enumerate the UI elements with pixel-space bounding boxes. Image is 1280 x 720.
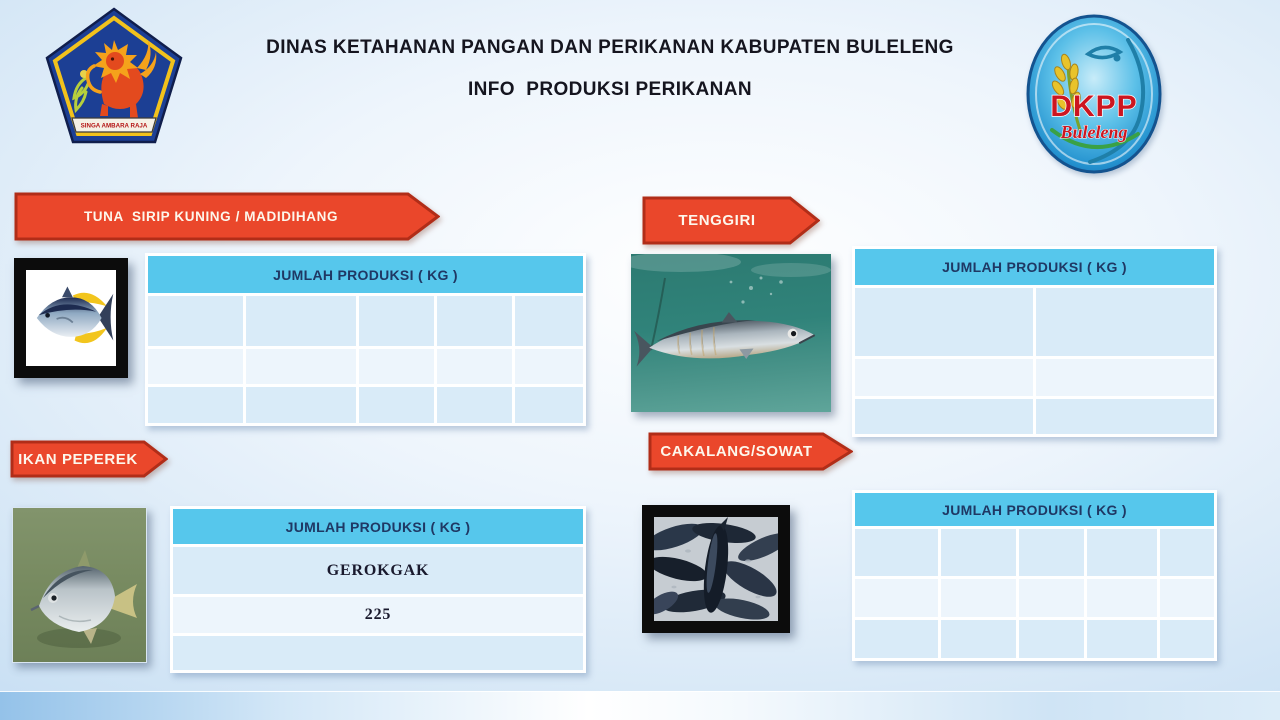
table-cell	[1160, 620, 1214, 658]
peperek-photo	[12, 507, 147, 663]
table-cell	[437, 387, 512, 423]
table-cell	[941, 620, 1016, 658]
table-cell	[246, 387, 356, 423]
dkpp-region-text: Buleleng	[1060, 122, 1128, 142]
table-cell	[359, 296, 434, 346]
table-cell	[246, 296, 356, 346]
table-cell	[1087, 620, 1157, 658]
table-cell	[359, 349, 434, 384]
banner-tuna	[14, 192, 440, 241]
table-cell	[148, 387, 243, 423]
page-title: DINAS KETAHANAN PANGAN DAN PERIKANAN KABUPATEN BULELENG	[266, 37, 954, 58]
tuna-table	[145, 253, 586, 426]
table-cell	[515, 296, 583, 346]
peperek-table	[170, 506, 586, 673]
banner-tuna-label: TUNA SIRIP KUNING / MADIDIHANG	[83, 209, 339, 224]
banner-cakalang-label: CAKALANG/SOWAT	[660, 443, 813, 460]
table-cell: GEROKGAK	[173, 547, 583, 594]
bottom-band	[0, 691, 1280, 720]
table-cell	[855, 359, 1033, 396]
banner-tenggiri	[642, 196, 820, 245]
tuna-table-grid	[148, 296, 583, 423]
table-cell	[437, 349, 512, 384]
tuna-table-header: JUMLAH PRODUKSI ( KG )	[148, 256, 583, 293]
table-cell	[855, 579, 938, 617]
dkpp-acronym-text: DKPP	[1050, 90, 1138, 123]
table-cell	[855, 620, 938, 658]
table-cell	[855, 529, 938, 576]
table-cell	[437, 296, 512, 346]
tenggiri-table	[852, 246, 1217, 437]
peperek-table-grid	[173, 547, 583, 670]
table-cell	[148, 349, 243, 384]
table-cell	[1019, 620, 1084, 658]
table-cell	[1087, 529, 1157, 576]
buleleng-emblem-icon	[42, 6, 186, 156]
table-cell	[1036, 359, 1214, 396]
table-cell	[246, 349, 356, 384]
emblem-banner-text: SINGA AMBARA RAJA	[80, 122, 148, 130]
cakalang-photo	[642, 505, 790, 633]
table-cell	[515, 349, 583, 384]
table-cell	[173, 636, 583, 670]
tenggiri-photo	[631, 254, 831, 412]
table-cell	[148, 296, 243, 346]
dkpp-logo-icon	[1024, 12, 1164, 176]
tenggiri-table-header: JUMLAH PRODUKSI ( KG )	[855, 249, 1214, 285]
cakalang-table-grid	[855, 529, 1214, 658]
cakalang-table	[852, 490, 1217, 661]
table-cell	[359, 387, 434, 423]
table-cell	[1019, 579, 1084, 617]
cakalang-table-header: JUMLAH PRODUKSI ( KG )	[855, 493, 1214, 526]
banner-cakalang	[648, 432, 853, 471]
page-subtitle: INFO PRODUKSI PERIKANAN	[467, 79, 753, 100]
table-cell	[1019, 529, 1084, 576]
table-cell	[855, 288, 1033, 356]
table-cell	[855, 399, 1033, 434]
tenggiri-table-grid	[855, 288, 1214, 434]
table-cell	[1087, 579, 1157, 617]
table-cell	[1036, 399, 1214, 434]
table-cell	[941, 529, 1016, 576]
table-cell	[515, 387, 583, 423]
banner-peperek	[10, 440, 168, 478]
peperek-table-header: JUMLAH PRODUKSI ( KG )	[173, 509, 583, 544]
banner-tenggiri-label: TENGGIRI	[678, 212, 756, 229]
table-cell	[941, 579, 1016, 617]
table-cell	[1160, 579, 1214, 617]
table-cell: 225	[173, 597, 583, 633]
banner-peperek-label: IKAN PEPEREK	[18, 450, 138, 468]
table-cell	[1036, 288, 1214, 356]
tuna-photo	[14, 258, 128, 378]
table-cell	[1160, 529, 1214, 576]
